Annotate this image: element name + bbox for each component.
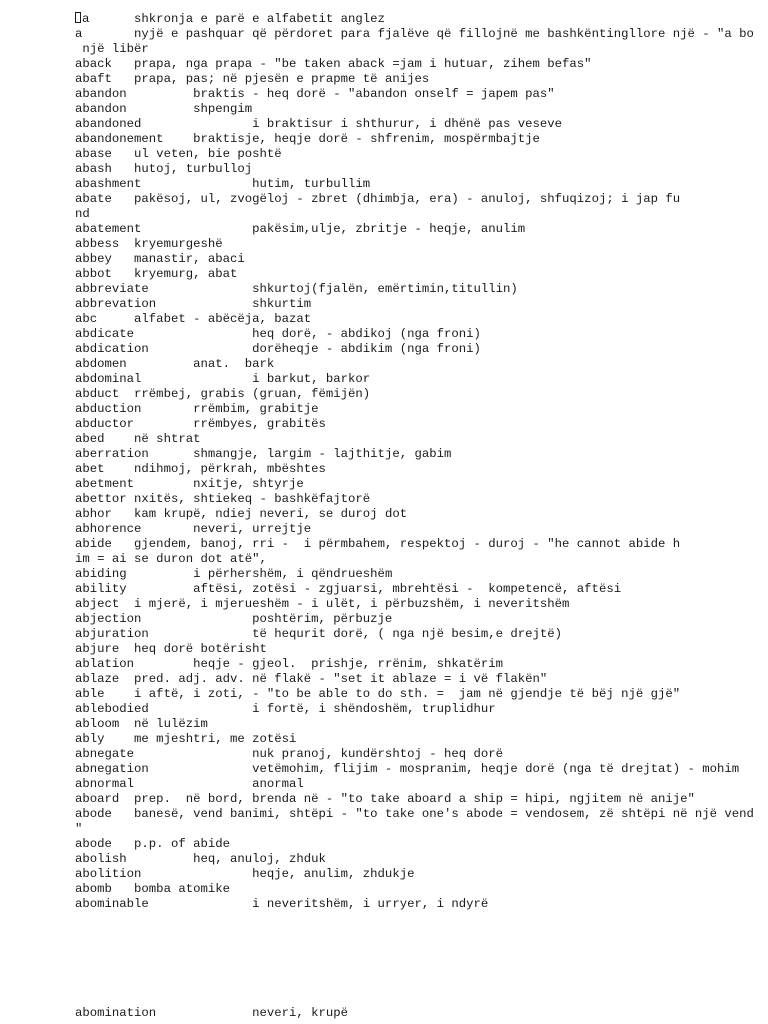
dictionary-line: abhorence neveri, urrejtje bbox=[75, 522, 312, 536]
dictionary-line: abbrevation shkurtim bbox=[75, 297, 312, 311]
dictionary-line: abiding i përhershëm, i qëndrueshëm bbox=[75, 567, 393, 581]
dictionary-line: abide gjendem, banoj, rri - i përmbahem, respektoj - duroj - "he cannot abide h bbox=[75, 537, 681, 551]
dictionary-line: nd bbox=[75, 207, 90, 221]
dictionary-line: një libër bbox=[75, 42, 149, 56]
dictionary-line: abetment nxitje, shtyrje bbox=[75, 477, 304, 491]
dictionary-line: im = ai se duron dot atë", bbox=[75, 552, 267, 566]
dictionary-line: abnormal anormal bbox=[75, 777, 304, 791]
dictionary-line: abnegate nuk pranoj, kundërshtoj - heq dorë bbox=[75, 747, 504, 761]
dictionary-line: abet ndihmoj, përkrah, mbështes bbox=[75, 462, 326, 476]
dictionary-line: abductor rrëmbyes, grabitës bbox=[75, 417, 326, 431]
dictionary-line: abdominal i barkut, barkor bbox=[75, 372, 371, 386]
dictionary-line: aboard prep. në bord, brenda në - "to take aboard a ship = hipi, ngjitem në anije" bbox=[75, 792, 695, 806]
dictionary-line: abdomen anat. bark bbox=[75, 357, 275, 371]
dictionary-line: abduct rrëmbej, grabis (gruan, fëmijën) bbox=[75, 387, 371, 401]
dictionary-line: abominable i neveritshëm, i urryer, i ndyrë bbox=[75, 897, 489, 911]
dictionary-line: abode p.p. of abide bbox=[75, 837, 230, 851]
dictionary-line: abolish heq, anuloj, zhduk bbox=[75, 852, 326, 866]
dictionary-line: abash hutoj, turbulloj bbox=[75, 162, 253, 176]
dictionary-line: a nyjë e pashquar që përdoret para fjalëve që fillojnë me bashkëntingllore një - "a bo bbox=[75, 27, 754, 41]
dictionary-line: abbot kryemurg, abat bbox=[75, 267, 238, 281]
dictionary-line: abject i mjerë, i mjerueshëm - i ulët, i përbuzshëm, i neveritshëm bbox=[75, 597, 570, 611]
dictionary-line: abode banesë, vend banimi, shtëpi - "to take one's abode = vendosem, zë shtëpi në një vend bbox=[75, 807, 754, 821]
dictionary-line: abjure heq dorë botërisht bbox=[75, 642, 267, 656]
dictionary-line: abase ul veten, bie poshtë bbox=[75, 147, 282, 161]
dictionary-line: ability aftësi, zotësi - zgjuarsi, mbrehtësi - kompetencë, aftësi bbox=[75, 582, 622, 596]
dictionary-line: able i aftë, i zoti, - "to be able to do sth. = jam në gjendje të bëj një gjë" bbox=[75, 687, 681, 701]
dictionary-line: abandoned i braktisur i shthurur, i dhënë pas veseve bbox=[75, 117, 563, 131]
dictionary-line: abashment hutim, turbullim bbox=[75, 177, 371, 191]
dictionary-line: a shkronja e parë e alfabetit anglez bbox=[75, 12, 385, 27]
dictionary-line: ablaze pred. adj. adv. në flakë - "set it ablaze = i vë flakën" bbox=[75, 672, 548, 686]
dictionary-line: abjuration të hequrit dorë, ( nga një besim,e drejtë) bbox=[75, 627, 563, 641]
dictionary-line: abettor nxitës, shtiekeq - bashkëfajtorë bbox=[75, 492, 371, 506]
dictionary-line: abhor kam krupë, ndiej neveri, se duroj dot bbox=[75, 507, 408, 521]
dictionary-line: abatement pakësim,ulje, zbritje - heqje, anulim bbox=[75, 222, 526, 236]
dictionary-line: " bbox=[75, 822, 83, 836]
dictionary-line: aberration shmangje, largim - lajthitje, gabim bbox=[75, 447, 452, 461]
dictionary-line: abbreviate shkurtoj(fjalën, emërtimin,titullin) bbox=[75, 282, 518, 296]
dictionary-line: ably me mjeshtri, me zotësi bbox=[75, 732, 297, 746]
dictionary-line: abolition heqje, anulim, zhdukje bbox=[75, 867, 415, 881]
dictionary-line: abloom në lulëzim bbox=[75, 717, 208, 731]
dictionary-line: abandon shpengim bbox=[75, 102, 253, 116]
dictionary-line: abdicate heq dorë, - abdikoj (nga froni) bbox=[75, 327, 481, 341]
dictionary-line: aback prapa, nga prapa - "be taken aback =jam i hutuar, zihem befas" bbox=[75, 57, 592, 71]
dictionary-line: abnegation vetëmohim, flijim - mospranim, heqje dorë (nga të drejtat) - mohim bbox=[75, 762, 740, 776]
dictionary-line: abaft prapa, pas; në pjesën e prapme të anijes bbox=[75, 72, 430, 86]
dictionary-line: abduction rrëmbim, grabitje bbox=[75, 402, 319, 416]
dictionary-line: ablebodied i fortë, i shëndoshëm, truplidhur bbox=[75, 702, 496, 716]
dictionary-line: ablation heqje - gjeol. prishje, rrënim, shkatërim bbox=[75, 657, 504, 671]
dictionary-line: abandon braktis - heq dorë - "abandon onself = japem pas" bbox=[75, 87, 555, 101]
dictionary-line: abdication dorëheqje - abdikim (nga froni) bbox=[75, 342, 481, 356]
dictionary-line: abc alfabet - abëcëja, bazat bbox=[75, 312, 312, 326]
dictionary-line: abomb bomba atomike bbox=[75, 882, 230, 896]
dictionary-line: abomination neveri, krupë bbox=[75, 1006, 349, 1020]
dictionary-line: abbess kryemurgeshë bbox=[75, 237, 223, 251]
dictionary-line: abate pakësoj, ul, zvogëloj - zbret (dhimbja, era) - anuloj, shfuqizoj; i jap fu bbox=[75, 192, 681, 206]
dictionary-line: abed në shtrat bbox=[75, 432, 201, 446]
missing-glyph-box bbox=[75, 12, 81, 23]
dictionary-line: abbey manastir, abaci bbox=[75, 252, 245, 266]
dictionary-line: abjection poshtërim, përbuzje bbox=[75, 612, 393, 626]
dictionary-line: abandonement braktisje, heqje dorë - shfrenim, mospërmbajtje bbox=[75, 132, 540, 146]
